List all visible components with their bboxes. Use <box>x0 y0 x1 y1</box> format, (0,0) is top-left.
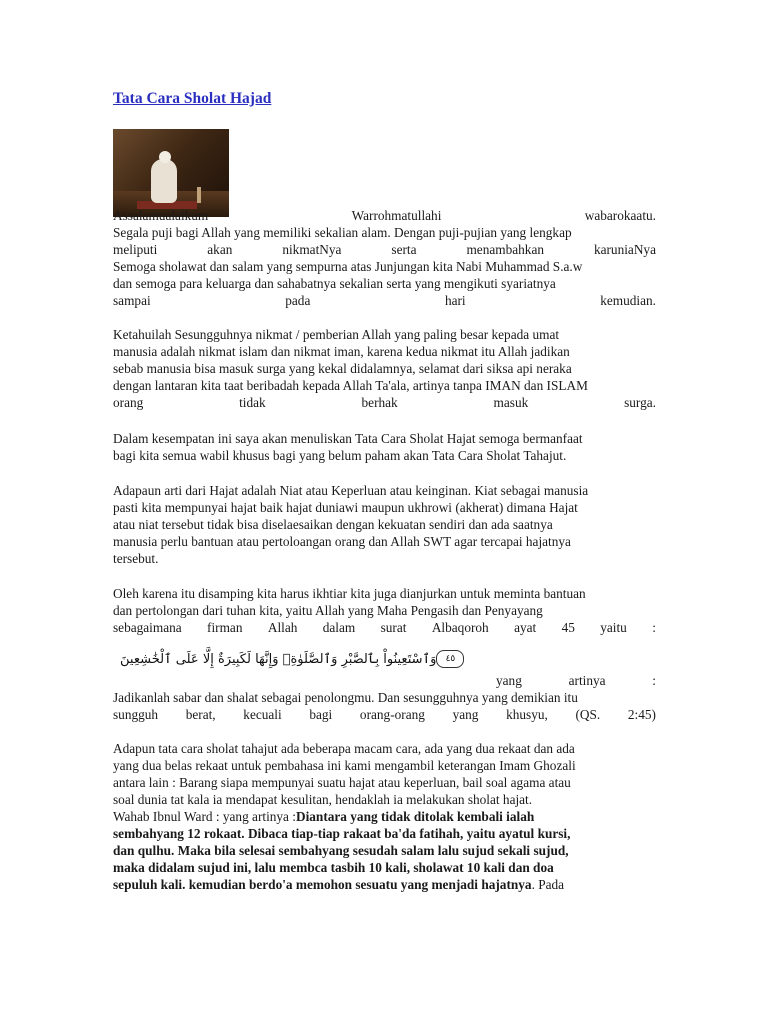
text-segment: karuniaNya <box>593 242 656 257</box>
text-segment: sebab manusia bisa masuk surga yang kekal didalamnya, selamat dari siksa api neraka <box>113 361 572 376</box>
text-segment: surat <box>380 620 407 635</box>
text-line <box>113 706 656 723</box>
text-segment: Jadikanlah sabar dan shalat sebagai penolongmu. Dan sesungguhnya yang demikian itu <box>113 690 578 705</box>
text-line <box>113 533 656 550</box>
text-line <box>113 876 656 893</box>
arabic-text: وَٱسْتَعِينُواْ بِٱلصَّبْرِ وَٱلصَّلَوٰةِۚ وَإِنَّهَا لَكَبِيرَةٌ إِلَّا عَلَى ٱلْخَٰشِعِينَ <box>120 651 437 667</box>
text-segment: khusyu, <box>506 707 548 722</box>
text-segment: orang-orang <box>359 707 425 722</box>
text-segment: sungguh <box>113 707 159 722</box>
text-segment: (QS. <box>575 707 601 722</box>
text-segment: bagi kita semua wabil khusus bagi yang belum paham akan Tata Cara Sholat Tahajut. <box>113 448 567 463</box>
text-segment: . Pada <box>531 877 565 892</box>
text-segment: masuk <box>493 395 529 410</box>
text-segment: manusia perlu bantuan atau pertoloangan orang dan Allah SWT agar tercapai hajatnya <box>113 534 571 549</box>
text-line <box>113 447 656 464</box>
text-line <box>113 689 656 706</box>
text-segment: soal dunia tat kala ia mendapat kesulitan, hendaklah ia melakukan sholat hajat. <box>113 792 533 807</box>
text-segment: sampai <box>113 293 151 308</box>
text-line <box>113 482 656 499</box>
text-line <box>113 550 656 567</box>
text-segment: tersebut. <box>113 551 159 566</box>
text-line <box>113 258 656 275</box>
article-title-link[interactable]: Tata Cara Sholat Hajad <box>113 90 272 107</box>
text-segment: nikmatNya <box>282 242 342 257</box>
text-segment: serta <box>391 242 417 257</box>
text-segment: Assalamualaikum <box>113 208 209 223</box>
text-segment: akan <box>207 242 233 257</box>
text-segment: Ketahuilah Sesungguhnya nikmat / pemberian Allah yang paling besar kepada umat <box>113 327 560 342</box>
text-segment: pasti kita mempunyai hajat baik hajat duniawi maupun ukhrowi (akherat) dimana Hajat <box>113 500 578 515</box>
text-segment: kemudian. <box>600 293 656 308</box>
text-segment: Diantara yang tidak ditolak kembali ialah <box>295 809 535 824</box>
text-segment: orang <box>113 395 144 410</box>
text-line <box>113 207 656 224</box>
text-line <box>113 757 656 774</box>
text-segment: meliputi <box>113 242 158 257</box>
text-line <box>113 326 656 343</box>
text-segment: Adapaun arti dari Hajat adalah Niat atau Keperluan atau keinginan. Kiat sebagai manusia <box>113 483 589 498</box>
text-line <box>113 430 656 447</box>
text-segment: sembahyang 12 rokaat. Dibaca tiap-tiap rakaat ba'da fatihah, yaitu ayatul kursi, <box>113 826 571 841</box>
text-segment: wabarokaatu. <box>584 208 656 223</box>
text-segment: Albaqoroh <box>431 620 489 635</box>
text-segment: atau niat tersebut tidak bisa diselaesaikan dengan kekuatan sendiri dan ada saatnya <box>113 517 553 532</box>
text-segment: sebagaimana <box>113 620 182 635</box>
text-segment: antara lain : Barang siapa mempunyai suatu hajat atau keperluan, bail soal agama atau <box>113 775 571 790</box>
text-segment: menambahkan <box>466 242 544 257</box>
text-line <box>496 672 656 689</box>
text-segment: 45 <box>561 620 575 635</box>
text-segment: pada <box>285 293 311 308</box>
text-line <box>113 377 656 394</box>
ayah-number-marker: ٤٥ <box>436 650 464 668</box>
text-segment: yaitu <box>600 620 627 635</box>
text-line <box>113 499 656 516</box>
text-segment: firman <box>207 620 243 635</box>
text-segment: berhak <box>361 395 398 410</box>
text-segment: dan qulhu. Maka bila selesai sembahyang sesudah salam lalu sujud sekali sujud, <box>113 843 569 858</box>
text-line <box>113 224 656 241</box>
text-segment: Dalam kesempatan ini saya akan menuliskan Tata Cara Sholat Hajat semoga bermanfaat <box>113 431 583 446</box>
text-line <box>113 774 656 791</box>
text-segment: 2:45) <box>627 707 656 722</box>
text-segment: : <box>652 620 656 635</box>
text-segment: Wahab Ibnul Ward : yang artinya : <box>113 809 296 824</box>
text-segment: dengan lantaran kita taat beribadah kepada Allah Ta'ala, artinya tanpa IMAN dan ISLAM <box>113 378 588 393</box>
text-segment: yang <box>452 707 479 722</box>
text-segment: kecuali <box>243 707 282 722</box>
text-segment: manusia adalah nikmat islam dan nikmat iman, karena kedua nikmat itu Allah jadikan <box>113 344 570 359</box>
text-line <box>113 825 656 842</box>
text-segment: artinya <box>568 673 606 688</box>
text-segment: bagi <box>309 707 333 722</box>
text-line <box>113 740 656 757</box>
text-segment: Oleh karena itu disamping kita harus ikhtiar kita juga dianjurkan untuk meminta bantuan <box>113 586 586 601</box>
text-segment: : <box>652 673 656 688</box>
text-line <box>113 602 656 619</box>
text-segment: tidak <box>239 395 266 410</box>
text-segment: dan pertolongan dari tuhan kita, yaitu Allah yang Maha Pengasih dan Penyayang <box>113 603 543 618</box>
text-segment: maka didalam sujud ini, lalu membca tasbih 10 kali, sholawat 10 kali dan doa <box>113 860 554 875</box>
prayer-photo <box>113 129 229 217</box>
text-line <box>113 619 656 636</box>
text-line <box>113 292 656 309</box>
text-segment: surga. <box>624 395 656 410</box>
text-line <box>113 241 656 258</box>
text-segment: Warrohmatullahi <box>351 208 442 223</box>
text-line <box>113 394 656 411</box>
text-line <box>113 275 656 292</box>
text-line <box>113 516 656 533</box>
text-line <box>113 791 656 808</box>
text-segment: ayat <box>514 620 537 635</box>
text-line <box>113 360 656 377</box>
text-segment: Segala puji bagi Allah yang memiliki sekalian alam. Dengan puji-pujian yang lengkap <box>113 225 572 240</box>
text-segment: hari <box>444 293 466 308</box>
text-segment: berat, <box>185 707 216 722</box>
text-segment: Allah <box>267 620 298 635</box>
text-line <box>113 842 656 859</box>
text-line <box>113 343 656 360</box>
text-line <box>113 808 656 825</box>
text-segment: yang <box>496 673 522 688</box>
text-segment: Semoga sholawat dan salam yang sempurna atas Junjungan kita Nabi Muhammad S.a.w <box>113 259 583 274</box>
text-segment: yang dua belas rekaat untuk pembahasa ini kami mengambil keterangan Imam Ghozali <box>113 758 576 773</box>
text-segment: dan semoga para keluarga dan sahabatnya sekalian serta yang mengikuti syariatnya <box>113 276 556 291</box>
text-segment: dalam <box>322 620 356 635</box>
text-line <box>113 859 656 876</box>
text-segment: Adapun tata cara sholat tahajut ada beberapa macam cara, ada yang dua rekaat dan ada <box>113 741 575 756</box>
quran-verse <box>120 647 656 671</box>
text-line <box>113 585 656 602</box>
text-segment: sepuluh kali. kemudian berdo'a memohon sesuatu yang menjadi hajatnya <box>113 877 532 892</box>
